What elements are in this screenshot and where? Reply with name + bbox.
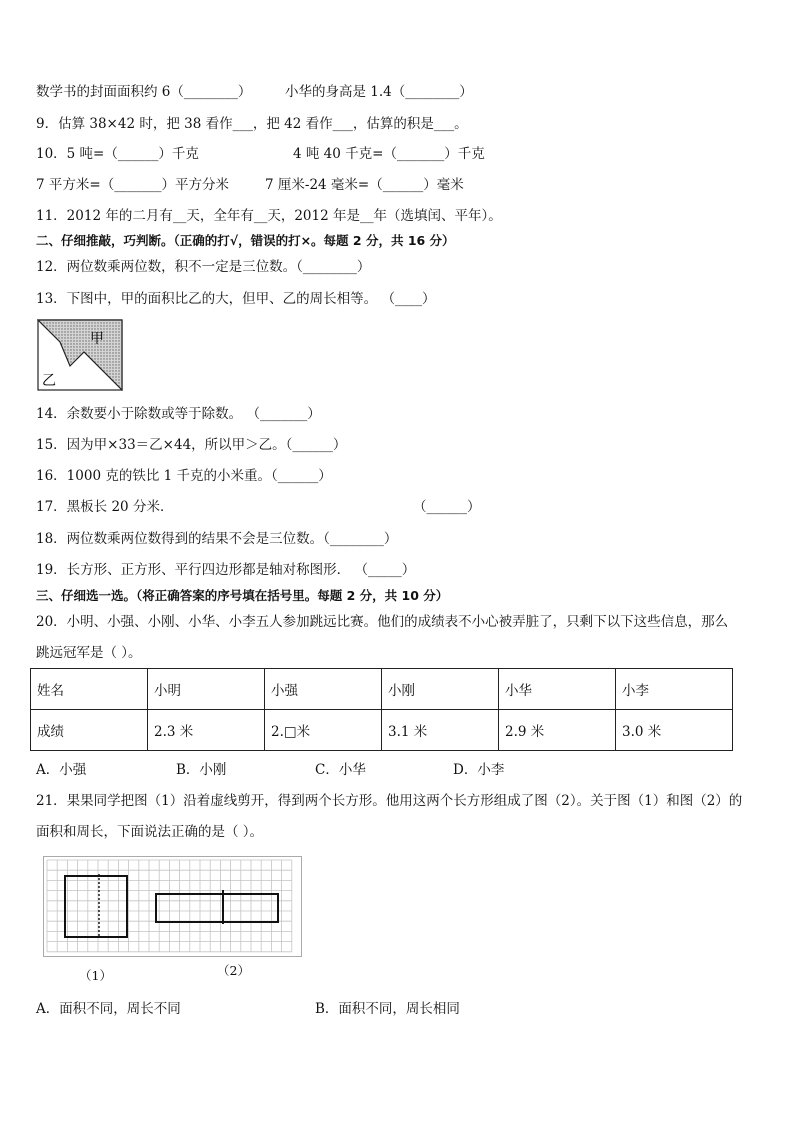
option-20-b: B．小刚 [176, 762, 227, 778]
question-10d: 7 厘米-24 毫米=（______）毫米 [265, 177, 464, 193]
option-21-b: B．面积不同，周长相同 [315, 1001, 460, 1017]
figure-2-rectangle [156, 894, 278, 922]
question-10b: 4 吨 40 千克=（_______）千克 [293, 146, 485, 162]
question-10a: 10．5 吨=（______）千克 [36, 146, 199, 162]
question-20-line2: 跳远冠军是（ ）。 [36, 645, 142, 661]
table-cell: 姓名 [31, 669, 148, 710]
question-20-line1: 20．小明、小强、小刚、小华、小李五人参加跳远比赛。他们的成绩表不小心被弄脏了，只剩下以下这些信息，那么 [36, 614, 729, 630]
section-2-heading: 二、仔细推敲，巧判断。（正确的打√，错误的打×。每题 2 分，共 16 分） [36, 233, 455, 248]
table-cell: 小刚 [382, 669, 499, 710]
table-row [31, 710, 733, 751]
figure-1-square [65, 876, 127, 937]
question-19: 19．长方形、正方形、平行四边形都是轴对称图形． （_____） [36, 562, 416, 578]
table-header-row [31, 669, 733, 710]
figure-2-caption: （2） [217, 963, 250, 978]
label-jia: 甲 [90, 331, 104, 347]
question-17-blank: （______） [413, 499, 481, 515]
line-height: 小华的身高是 1.4（________） [285, 84, 473, 100]
option-21-a: A．面积不同，周长不同 [36, 1001, 181, 1017]
table-cell: 小明 [148, 669, 265, 710]
figure-21-grid [43, 852, 303, 958]
option-20-a: A．小强 [36, 762, 87, 778]
figure-1-caption: （1） [79, 968, 112, 983]
option-20-c: C．小华 [315, 762, 366, 778]
table-cell: 2.9 米 [499, 710, 616, 751]
question-16: 16．1000 克的铁比 1 千克的小米重。（______） [36, 468, 332, 484]
section-3-heading: 三、仔细选一选。（将正确答案的序号填在括号里。每题 2 分，共 10 分） [36, 588, 449, 603]
table-cell: 2.□米 [265, 710, 382, 751]
question-21-line2: 面积和周长，下面说法正确的是（ ）。 [36, 824, 264, 840]
table-cell: 小华 [499, 669, 616, 710]
question-10c: 7 平方米=（_______）平方分米 [36, 177, 229, 193]
table-cell: 3.1 米 [382, 710, 499, 751]
figure-13-diagram [37, 319, 123, 391]
question-12: 12．两位数乘两位数，积不一定是三位数。（________） [36, 259, 371, 275]
question-13: 13．下图中，甲的面积比乙的大，但甲、乙的周长相等。 （____） [36, 291, 436, 307]
line-cover-area: 数学书的封面面积约 6（________） [36, 84, 252, 100]
question-15: 15．因为甲×33＝乙×44，所以甲＞乙。（______） [36, 437, 347, 453]
question-17: 17．黑板长 20 分米． [36, 499, 174, 515]
question-9: 9．估算 38×42 时，把 38 看作___，把 42 看作___，估算的积是___。 [36, 116, 468, 132]
question-11: 11．2012 年的二月有__天，全年有__天，2012 年是__年（选填闰、平年）。 [36, 208, 502, 224]
option-20-d: D．小李 [453, 762, 505, 778]
table-cell: 小强 [265, 669, 382, 710]
table-cell: 小李 [616, 669, 733, 710]
question-14: 14．余数要小于除数或等于除数。 （_______） [36, 406, 321, 422]
table-cell: 3.0 米 [616, 710, 733, 751]
score-table [30, 668, 733, 751]
label-yi: 乙 [42, 373, 56, 389]
question-18: 18．两位数乘两位数得到的结果不会是三位数。（________） [36, 531, 398, 547]
question-21-line1: 21．果果同学把图（1）沿着虚线剪开，得到两个长方形。他用这两个长方形组成了图（2）。关于图（1）和图（2）的 [36, 793, 743, 809]
table-cell: 2.3 米 [148, 710, 265, 751]
table-cell: 成绩 [31, 710, 148, 751]
